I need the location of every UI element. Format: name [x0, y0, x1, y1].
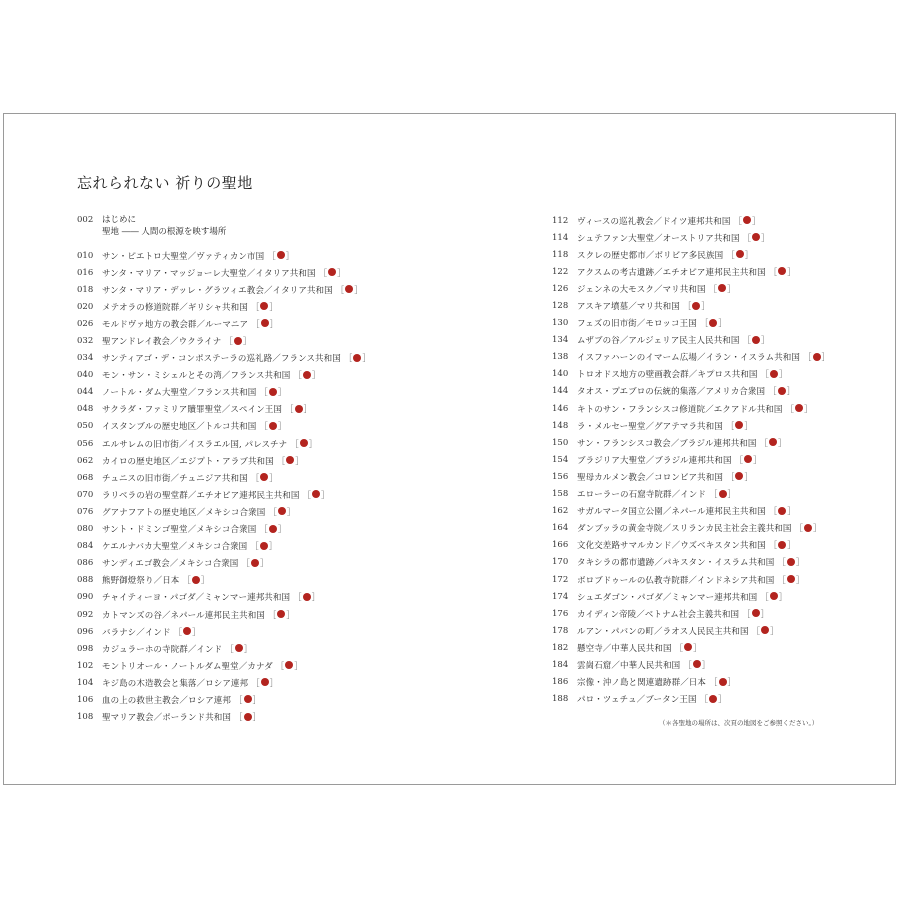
page-title: 忘れられない 祈りの聖地 — [77, 174, 253, 192]
map-marker: ［ ］ — [777, 558, 805, 569]
entry-title: チャイティーヨ・パゴダ／ミャンマー連邦共和国 — [102, 593, 291, 604]
map-marker: ［ ］ — [674, 643, 702, 654]
page-number: 098 — [77, 643, 94, 654]
toc-entry[interactable] — [552, 434, 900, 451]
toc-entry[interactable] — [552, 297, 900, 314]
page-number: 002 — [77, 215, 94, 225]
entry-title: ムザブの谷／アルジェリア民主人民共和国 — [577, 336, 740, 347]
page-number: 032 — [77, 336, 94, 347]
entry-title: 聖マリア教会／ポーランド共和国 — [102, 713, 232, 724]
toc-entry[interactable] — [77, 709, 497, 726]
toc-entry[interactable] — [77, 418, 497, 435]
map-marker: ［ ］ — [682, 302, 710, 313]
toc-entry[interactable] — [552, 656, 900, 673]
toc-entry[interactable] — [552, 571, 900, 588]
page-number: 090 — [77, 592, 94, 603]
entry-title: タキシラの都市遺跡／パキスタン・イスラム共和国 — [577, 558, 775, 569]
toc-entry[interactable] — [552, 315, 900, 332]
entry-title: ヴィースの巡礼教会／ドイツ連邦共和国 — [577, 216, 731, 227]
toc-entry[interactable] — [552, 280, 900, 297]
entry-title: サント・ドミンゴ聖堂／メキシコ合衆国 — [102, 525, 257, 536]
page-number: 034 — [77, 353, 94, 364]
red-dot-icon — [769, 438, 777, 446]
page-number: 184 — [552, 659, 569, 670]
page-number: 134 — [552, 335, 569, 346]
map-marker: ［ ］ — [759, 438, 787, 449]
map-marker: ［ ］ — [302, 490, 330, 501]
red-dot-icon — [735, 421, 743, 429]
toc-right-column — [552, 212, 900, 708]
red-dot-icon — [328, 268, 336, 276]
page-number: 140 — [552, 369, 569, 380]
map-marker: ［ ］ — [733, 216, 761, 227]
red-dot-icon — [251, 559, 259, 567]
page-number: 044 — [77, 387, 94, 398]
toc-entry[interactable] — [552, 451, 900, 468]
page-number: 016 — [77, 267, 94, 278]
entry-title: モントリオール・ノートルダム聖堂／カナダ — [102, 661, 273, 672]
red-dot-icon — [244, 695, 252, 703]
map-marker: ［ ］ — [768, 541, 796, 552]
red-dot-icon — [804, 524, 812, 532]
entry-title: タオス・プエブロの伝統的集落／アメリカ合衆国 — [577, 387, 766, 398]
red-dot-icon — [244, 713, 252, 721]
page-number: 086 — [77, 558, 94, 569]
toc-entry[interactable] — [77, 247, 497, 264]
toc-entry[interactable] — [77, 332, 497, 349]
red-dot-icon — [709, 319, 717, 327]
toc-entry[interactable] — [552, 503, 900, 520]
map-marker: ［ ］ — [251, 678, 279, 689]
entry-title: ブラジリア大聖堂／ブラジル連邦共和国 — [577, 455, 732, 466]
page-number: 182 — [552, 642, 569, 653]
entry-title: アスキア墳墓／マリ共和国 — [577, 302, 680, 313]
page-number: 092 — [77, 609, 94, 620]
red-dot-icon — [770, 370, 778, 378]
map-marker: ［ ］ — [742, 233, 770, 244]
page-number: 020 — [77, 301, 94, 312]
entry-title: ボロブドゥールの仏教寺院群／インドネシア共和国 — [577, 575, 775, 586]
page-number: 026 — [77, 318, 94, 329]
map-marker: ［ ］ — [709, 678, 737, 689]
map-marker: ［ ］ — [234, 695, 262, 706]
red-dot-icon — [278, 507, 286, 515]
entry-title: イスファハーンのイマーム広場／イラン・イスラム共和国 — [577, 353, 801, 364]
page-number: 126 — [552, 283, 569, 294]
toc-entry[interactable] — [552, 366, 900, 383]
red-dot-icon — [192, 576, 200, 584]
red-dot-icon — [770, 592, 778, 600]
page-number: 118 — [552, 249, 569, 260]
toc-entry[interactable] — [77, 384, 497, 401]
entry-title: アクスムの考古遺跡／エチオピア連邦民主共和国 — [577, 267, 766, 278]
page-number: 010 — [77, 250, 94, 261]
red-dot-icon — [235, 644, 243, 652]
page-number: 076 — [77, 506, 94, 517]
page-number: 150 — [552, 437, 569, 448]
entry-title: サガルマータ国立公園／ネパール連邦民主共和国 — [577, 507, 766, 518]
toc-entry[interactable] — [77, 315, 497, 332]
entry-title: カイディン帝陵／ベトナム社会主義共和国 — [577, 609, 740, 620]
toc-entry[interactable] — [77, 401, 497, 418]
toc-entry[interactable] — [552, 417, 900, 434]
entry-title: トロオドス地方の壁画教会群／キプロス共和国 — [577, 370, 758, 381]
red-dot-icon — [277, 251, 285, 259]
red-dot-icon — [261, 319, 269, 327]
map-marker: ［ ］ — [251, 319, 279, 330]
toc-entry[interactable] — [77, 350, 497, 367]
entry-title: ノートル・ダム大聖堂／フランス共和国 — [102, 388, 257, 399]
red-dot-icon — [744, 455, 752, 463]
toc-entry[interactable] — [552, 691, 900, 708]
red-dot-icon — [719, 490, 727, 498]
entry-title: サクラダ・ファミリア贖罪聖堂／スペイン王国 — [102, 405, 283, 416]
page-number: 148 — [552, 420, 569, 431]
map-marker: ［ ］ — [293, 593, 321, 604]
toc-entry[interactable] — [552, 605, 900, 622]
page-number: 040 — [77, 370, 94, 381]
toc-entry[interactable] — [77, 606, 497, 623]
intro-block — [77, 214, 226, 238]
red-dot-icon — [813, 353, 821, 361]
entry-title: サンディエゴ教会／メキシコ合衆国 — [102, 559, 239, 570]
entry-title: 聖アンドレイ教会／ウクライナ — [102, 337, 222, 348]
toc-entry[interactable] — [552, 349, 900, 366]
intro-subrow — [77, 226, 226, 238]
entry-title: パロ・ツェチュ／ブータン王国 — [577, 695, 697, 706]
map-marker: ［ ］ — [768, 267, 796, 278]
entry-title: サン・フランシスコ教会／ブラジル連邦共和国 — [577, 438, 757, 449]
red-dot-icon — [761, 626, 769, 634]
toc-entry[interactable] — [552, 554, 900, 571]
toc-entry[interactable] — [552, 674, 900, 691]
map-marker: ［ ］ — [293, 371, 321, 382]
toc-entry[interactable] — [77, 623, 497, 640]
map-marker: ［ ］ — [225, 644, 253, 655]
map-marker: ［ ］ — [268, 507, 296, 518]
red-dot-icon — [787, 575, 795, 583]
map-marker: ［ ］ — [182, 576, 210, 587]
page-number: 146 — [552, 403, 569, 414]
map-marker: ［ ］ — [708, 284, 736, 295]
map-marker: ［ ］ — [259, 525, 287, 536]
page-number: 068 — [77, 472, 94, 483]
page-number: 158 — [552, 489, 569, 500]
red-dot-icon — [778, 507, 786, 515]
page-number: 018 — [77, 284, 94, 295]
red-dot-icon — [692, 302, 700, 310]
map-marker: ［ ］ — [250, 302, 278, 313]
map-marker: ［ ］ — [285, 405, 313, 416]
toc-entry[interactable] — [552, 639, 900, 656]
map-marker: ［ ］ — [803, 353, 831, 364]
entry-title: 文化交差路サマルカンド／ウズベキスタン共和国 — [577, 541, 766, 552]
toc-entry[interactable] — [77, 452, 497, 469]
red-dot-icon — [303, 593, 311, 601]
page-number: 104 — [77, 677, 94, 688]
page-number: 188 — [552, 694, 569, 705]
page-number: 062 — [77, 455, 94, 466]
entry-title: イスタンブルの歴史地区／トルコ共和国 — [102, 422, 257, 433]
toc-entry[interactable] — [77, 298, 497, 315]
red-dot-icon — [752, 233, 760, 241]
entry-title: シュエダゴン・パゴダ／ミャンマー連邦共和国 — [577, 592, 758, 603]
map-marker: ［ ］ — [259, 422, 287, 433]
page-number: 088 — [77, 575, 94, 586]
toc-entry[interactable] — [552, 486, 900, 503]
page-number: 106 — [77, 694, 94, 705]
toc-entry[interactable] — [77, 367, 497, 384]
toc-entry[interactable] — [77, 555, 497, 572]
toc-entry[interactable] — [552, 332, 900, 349]
toc-entry[interactable] — [77, 469, 497, 486]
page-number: 162 — [552, 506, 569, 517]
red-dot-icon — [778, 267, 786, 275]
map-marker: ［ ］ — [173, 627, 201, 638]
entry-title: 熊野御燈祭り／日本 — [102, 576, 180, 587]
map-marker: ［ ］ — [343, 354, 371, 365]
map-marker: ［ ］ — [742, 609, 770, 620]
entry-title: モン・サン・ミシェルとその湾／フランス共和国 — [102, 371, 291, 382]
page-number: 170 — [552, 557, 569, 568]
page-number: 174 — [552, 591, 569, 602]
entry-title: ケエルナバカ大聖堂／メキシコ合衆国 — [102, 542, 248, 553]
page-number: 130 — [552, 318, 569, 329]
map-marker: ［ ］ — [785, 404, 813, 415]
map-marker: ［ ］ — [241, 559, 269, 570]
red-dot-icon — [743, 216, 751, 224]
page-number: 048 — [77, 404, 94, 415]
entry-title: キジ島の木造教会と集落／ロシア連邦 — [102, 678, 249, 689]
red-dot-icon — [684, 643, 692, 651]
toc-entry[interactable] — [552, 520, 900, 537]
map-marker: ［ ］ — [699, 695, 727, 706]
toc-entry[interactable] — [77, 657, 497, 674]
red-dot-icon — [735, 472, 743, 480]
red-dot-icon — [269, 525, 277, 533]
entry-title: メテオラの修道院群／ギリシャ共和国 — [102, 302, 248, 313]
map-marker: ［ ］ — [267, 610, 295, 621]
red-dot-icon — [285, 661, 293, 669]
red-dot-icon — [718, 284, 726, 292]
toc-entry[interactable] — [552, 622, 900, 639]
page-number: 112 — [552, 215, 569, 226]
map-marker: ［ ］ — [768, 387, 796, 398]
entry-title: ルアン・パバンの町／ラオス人民民主共和国 — [577, 626, 749, 637]
entry-title: 血の上の救世主教会／ロシア連邦 — [102, 695, 232, 706]
entry-title: サン・ピエトロ大聖堂／ヴァティカン市国 — [102, 251, 265, 262]
map-marker: ［ ］ — [725, 472, 753, 483]
page-number: 096 — [77, 626, 94, 637]
map-marker: ［ ］ — [734, 455, 762, 466]
toc-entry[interactable] — [77, 691, 497, 708]
entry-title: ジェンネの大モスク／マリ共和国 — [577, 284, 706, 295]
map-marker: ［ ］ — [751, 626, 779, 637]
red-dot-icon — [295, 405, 303, 413]
toc-left-column — [77, 247, 497, 726]
page-number: 114 — [552, 232, 569, 243]
toc-entry[interactable] — [77, 264, 497, 281]
toc-entry[interactable] — [77, 589, 497, 606]
red-dot-icon — [787, 558, 795, 566]
red-dot-icon — [183, 627, 191, 635]
page-number: 144 — [552, 386, 569, 397]
toc-entry[interactable] — [552, 468, 900, 485]
map-marker: ［ ］ — [290, 439, 318, 450]
page-number: 084 — [77, 541, 94, 552]
toc-entry[interactable] — [552, 212, 900, 229]
map-marker: ［ ］ — [276, 456, 304, 467]
red-dot-icon — [260, 473, 268, 481]
map-marker: ［ ］ — [335, 285, 363, 296]
entry-title: サンタ・マリア・マッジョーレ大聖堂／イタリア共和国 — [102, 268, 316, 279]
toc-entry[interactable] — [552, 588, 900, 605]
red-dot-icon — [300, 439, 308, 447]
entry-title: フェズの旧市街／モロッコ王国 — [577, 319, 697, 330]
entry-title: サンティアゴ・デ・コンポステーラの巡礼路／フランス共和国 — [102, 354, 341, 365]
toc-entry[interactable] — [77, 674, 497, 691]
page-number: 056 — [77, 438, 94, 449]
red-dot-icon — [260, 542, 268, 550]
map-marker: ［ ］ — [794, 524, 822, 535]
map-marker: ［ ］ — [234, 713, 262, 724]
page-number: 102 — [77, 660, 94, 671]
entry-title: 聖母カルメン教会／コロンビア共和国 — [577, 472, 723, 483]
intro-subheading: 聖地 ―― 人間の根源を映す場所 — [102, 227, 227, 237]
entry-title: 雲崗石窟／中華人民共和国 — [577, 660, 681, 671]
toc-entry[interactable] — [552, 246, 900, 263]
page-number: 176 — [552, 608, 569, 619]
red-dot-icon — [353, 354, 361, 362]
entry-title: エルサレムの旧市街／イスラエル国, パレスチナ — [102, 439, 288, 450]
red-dot-icon — [719, 678, 727, 686]
map-marker: ［ ］ — [726, 250, 754, 261]
toc-entry[interactable] — [552, 263, 900, 280]
page-number: 122 — [552, 266, 569, 277]
entry-title: シュテファン大聖堂／オーストリア共和国 — [577, 233, 740, 244]
map-marker: ［ ］ — [709, 490, 737, 501]
red-dot-icon — [752, 336, 760, 344]
entry-title: キトのサン・フランシスコ修道院／エクアドル共和国 — [577, 404, 783, 415]
toc-entry[interactable] — [77, 435, 497, 452]
entry-title: スクレの歴史都市／ボリビア多民族国 — [577, 250, 724, 261]
entry-title: カジュラーホの寺院群／インド — [102, 644, 223, 655]
map-marker: ［ ］ — [683, 660, 711, 671]
page-number: 156 — [552, 471, 569, 482]
page-number: 138 — [552, 352, 569, 363]
toc-entry[interactable] — [552, 400, 900, 417]
intro-row — [77, 214, 226, 226]
page-number: 070 — [77, 489, 94, 500]
entry-title: チュニスの旧市街／チュニジア共和国 — [102, 473, 248, 484]
toc-entry[interactable] — [77, 538, 497, 555]
map-marker: ［ ］ — [224, 337, 252, 348]
entry-title: バラナシ／インド — [102, 627, 171, 638]
map-marker: ［ ］ — [699, 319, 727, 330]
toc-entry[interactable] — [77, 281, 497, 298]
map-marker: ［ ］ — [250, 542, 278, 553]
toc-entry[interactable] — [77, 521, 497, 538]
red-dot-icon — [795, 404, 803, 412]
map-marker: ［ ］ — [768, 507, 796, 518]
map-marker: ［ ］ — [250, 473, 278, 484]
red-dot-icon — [269, 422, 277, 430]
map-marker: ［ ］ — [777, 575, 805, 586]
page-number: 186 — [552, 677, 569, 688]
red-dot-icon — [778, 387, 786, 395]
toc-entry[interactable] — [552, 383, 900, 400]
red-dot-icon — [345, 285, 353, 293]
red-dot-icon — [736, 250, 744, 258]
red-dot-icon — [260, 302, 268, 310]
page-number: 080 — [77, 524, 94, 535]
map-marker: ［ ］ — [267, 251, 295, 262]
entry-title: サンタ・マリア・デッレ・グラツィエ教会／イタリア共和国 — [102, 285, 333, 296]
map-marker: ［ ］ — [725, 421, 753, 432]
red-dot-icon — [693, 660, 701, 668]
red-dot-icon — [269, 388, 277, 396]
red-dot-icon — [752, 609, 760, 617]
map-marker: ［ ］ — [760, 370, 788, 381]
toc-entry[interactable] — [552, 537, 900, 554]
red-dot-icon — [303, 371, 311, 379]
entry-title: カトマンズの谷／ネパール連邦民主共和国 — [102, 610, 265, 621]
entry-title: ラ・メルセー聖堂／グアテマラ共和国 — [577, 421, 723, 432]
entry-title: 懸空寺／中華人民共和国 — [577, 643, 672, 654]
toc-entry[interactable] — [77, 486, 497, 503]
page-number: 128 — [552, 301, 569, 312]
page-number: 178 — [552, 625, 569, 636]
red-dot-icon — [778, 541, 786, 549]
page-number: 164 — [552, 523, 569, 534]
entry-title: モルドヴァ地方の教会群／ルーマニア — [102, 319, 249, 330]
entry-title: 宗像・沖ノ島と関連遺跡群／日本 — [577, 678, 707, 689]
toc-entry[interactable] — [77, 640, 497, 657]
page-number: 050 — [77, 421, 94, 432]
page-number: 166 — [552, 540, 569, 551]
intro-heading: はじめに — [102, 215, 137, 225]
entry-title: エローラーの石窟寺院群／インド — [577, 490, 707, 501]
map-marker: ［ ］ — [275, 661, 303, 672]
red-dot-icon — [277, 610, 285, 618]
map-marker: ［ ］ — [259, 388, 287, 399]
footnote: （＊各聖地の場所は、次頁の地図をご参照ください。） — [659, 719, 819, 727]
toc-entry[interactable] — [77, 572, 497, 589]
red-dot-icon — [312, 490, 320, 498]
map-marker: ［ ］ — [760, 592, 788, 603]
page-number: 172 — [552, 574, 569, 585]
entry-title: ラリベラの岩の聖堂群／エチオピア連邦民主共和国 — [102, 490, 300, 501]
red-dot-icon — [261, 678, 269, 686]
map-marker: ［ ］ — [742, 336, 770, 347]
map-marker: ［ ］ — [318, 268, 346, 279]
red-dot-icon — [286, 456, 294, 464]
entry-title: グアナフアトの歴史地区／メキシコ合衆国 — [102, 507, 266, 518]
entry-title: カイロの歴史地区／エジプト・アラブ共和国 — [102, 456, 274, 467]
toc-entry[interactable] — [552, 229, 900, 246]
red-dot-icon — [709, 695, 717, 703]
entry-title: ダンブッラの黄金寺院／スリランカ民主社会主義共和国 — [577, 524, 792, 535]
toc-entry[interactable] — [77, 503, 497, 520]
red-dot-icon — [234, 337, 242, 345]
page-number: 154 — [552, 454, 569, 465]
page-number: 108 — [77, 712, 94, 723]
